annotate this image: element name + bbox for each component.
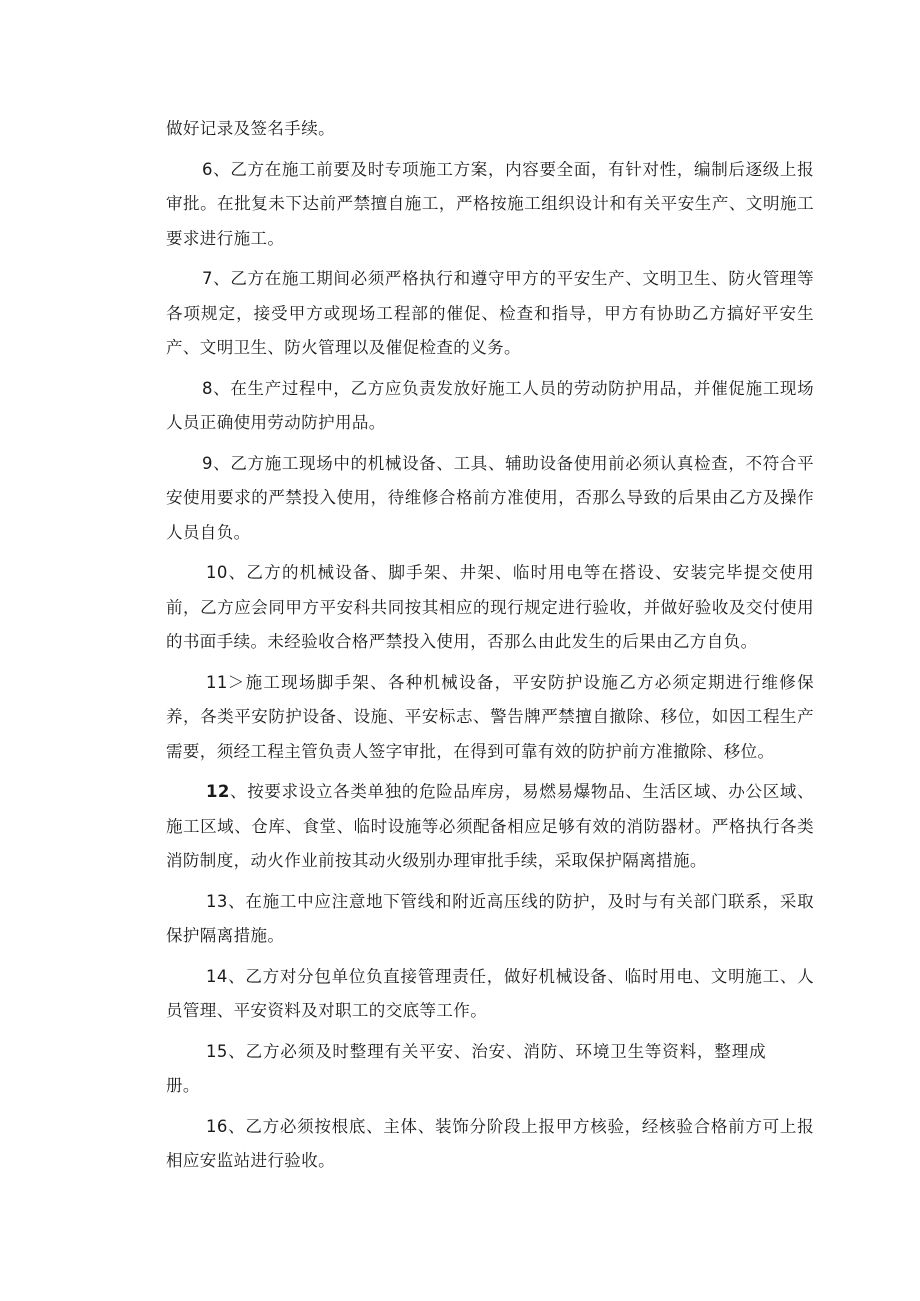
paragraph-14: 14、乙方对分包单位负直接管理责任，做好机械设备、临时用电、文明施工、人员管理、平安资料及对职工的交底等工作。 — [166, 966, 814, 1020]
paragraph-16: 16、乙方必须按根底、主体、装饰分阶段上报甲方核验，经核验合格前方可上报相应安监站进行验收。 — [166, 1116, 814, 1170]
paragraph-12-number: 12 — [206, 782, 230, 801]
paragraph-continuation: 做好记录及签名手续。 — [166, 119, 335, 138]
document-page — [166, 112, 814, 1185]
paragraph-11: 11＞施工现场脚手架、各种机械设备，平安防护设施乙方必须定期进行维修保养，各类平安防护设备、设施、平安标志、警告牌严禁擅自撤除、移位，如因工程生产需要，须经工程主管负责人签字审批，在得到可靠有效的防护前方准撤除、移位。 — [166, 672, 814, 761]
paragraph-8: 8、在生产过程中，乙方应负责发放好施工人员的劳动防护用品，并催促施工现场人员正确使用劳动防护用品。 — [166, 378, 814, 432]
paragraph-6: 6、乙方在施工前要及时专项施工方案，内容要全面，有针对性，编制后逐级上报审批。在批复未下达前严禁擅自施工，严格按施工组织设计和有关平安生产、文明施工要求进行施工。 — [166, 159, 814, 248]
paragraph-15: 15、乙方必须及时整理有关平安、治安、消防、环境卫生等资料，整理成册。 — [166, 1041, 766, 1095]
paragraph-12 — [166, 775, 814, 879]
paragraph-10: 10、乙方的机械设备、脚手架、井架、临时用电等在搭设、安装完毕提交使用前，乙方应会同甲方平安科共同按其相应的现行规定进行验收，并做好验收及交付使用的书面手续。未经验收合格严禁投入使用，否那么由此发生的后果由乙方自负。 — [166, 563, 814, 651]
paragraph-13: 13、在施工中应注意地下管线和附近高压线的防护，及时与有关部门联系，采取保护隔离措施。 — [166, 891, 814, 945]
paragraph-7: 7、乙方在施工期间必须严格执行和遵守甲方的平安生产、文明卫生、防火管理等各项规定，接受甲方或现场工程部的催促、检查和指导，甲方有协助乙方搞好平安生产、文明卫生、防火管理以及催促检查的义务。 — [166, 269, 814, 357]
paragraph-9: 9、乙方施工现场中的机械设备、工具、辅助设备使用前必须认真检查，不符合平安使用要求的严禁投入使用，待维修合格前方准使用，否那么导致的后果由乙方及操作人员自负。 — [166, 453, 814, 542]
paragraph-12-text: 、按要求设立各类单独的危险品库房，易燃易爆物品、生活区域、办公区域、施工区域、仓库、食堂、临时设施等必须配备相应足够有效的消防器材。严格执行各类消防制度，动火作业前按其动火级别办理审批手续，采取保护隔离措施。 — [166, 782, 814, 870]
